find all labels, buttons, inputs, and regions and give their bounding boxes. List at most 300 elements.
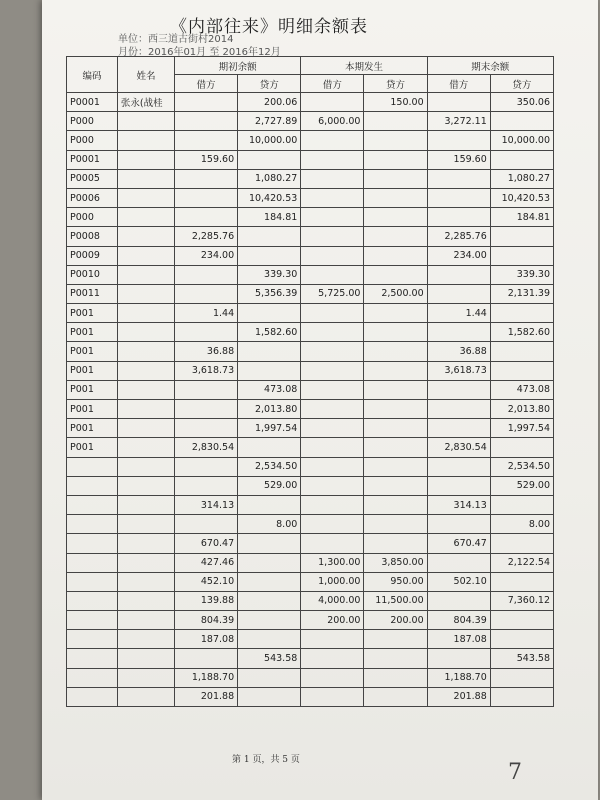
unit-line: 单位：西三道古街村2014 bbox=[118, 34, 234, 45]
table-row bbox=[67, 342, 554, 361]
table-row bbox=[67, 284, 554, 303]
cell-od bbox=[174, 112, 237, 131]
cell-ed bbox=[427, 323, 490, 342]
cell-cc: 950.00 bbox=[364, 572, 427, 591]
cell-cd bbox=[301, 400, 364, 419]
table-row bbox=[67, 515, 554, 534]
cell-ec: 1,080.27 bbox=[490, 169, 553, 188]
balance-table bbox=[66, 56, 554, 707]
cell-ec bbox=[490, 572, 553, 591]
cell-cc bbox=[364, 380, 427, 399]
cell-cc bbox=[364, 265, 427, 284]
cell-oc: 1,997.54 bbox=[238, 419, 301, 438]
cell-cc bbox=[364, 304, 427, 323]
cell-ed bbox=[427, 419, 490, 438]
cell-cc bbox=[364, 630, 427, 649]
cell-ed bbox=[427, 380, 490, 399]
cell-cc bbox=[364, 438, 427, 457]
table-row bbox=[67, 591, 554, 610]
cell-name bbox=[117, 438, 174, 457]
cell-cc bbox=[364, 131, 427, 150]
cell-code: P001 bbox=[67, 419, 118, 438]
cell-name bbox=[117, 611, 174, 630]
cell-od bbox=[174, 323, 237, 342]
cell-code bbox=[67, 553, 118, 572]
cell-oc: 5,356.39 bbox=[238, 284, 301, 303]
cell-cc bbox=[364, 687, 427, 706]
cell-cc bbox=[364, 323, 427, 342]
cell-od: 3,618.73 bbox=[174, 361, 237, 380]
cell-name bbox=[117, 515, 174, 534]
table-row bbox=[67, 630, 554, 649]
cell-name bbox=[117, 534, 174, 553]
table-row bbox=[67, 438, 554, 457]
table-row bbox=[67, 687, 554, 706]
cell-cc bbox=[364, 227, 427, 246]
header-current-credit: 贷方 bbox=[364, 75, 427, 93]
header-opening: 期初余额 bbox=[174, 57, 300, 75]
cell-name bbox=[117, 687, 174, 706]
header-closing: 期末余额 bbox=[427, 57, 553, 75]
cell-ec bbox=[490, 630, 553, 649]
table-row bbox=[67, 208, 554, 227]
cell-ec bbox=[490, 534, 553, 553]
cell-cd: 5,725.00 bbox=[301, 284, 364, 303]
cell-cd bbox=[301, 649, 364, 668]
cell-ec bbox=[490, 112, 553, 131]
cell-ec: 473.08 bbox=[490, 380, 553, 399]
cell-ed bbox=[427, 476, 490, 495]
cell-ed: 159.60 bbox=[427, 150, 490, 169]
cell-oc bbox=[238, 227, 301, 246]
table-body bbox=[67, 93, 554, 707]
cell-code bbox=[67, 668, 118, 687]
cell-ed bbox=[427, 515, 490, 534]
cell-oc bbox=[238, 438, 301, 457]
table-row bbox=[67, 304, 554, 323]
cell-ed bbox=[427, 591, 490, 610]
cell-ed bbox=[427, 188, 490, 207]
cell-cd bbox=[301, 687, 364, 706]
cell-ec: 184.81 bbox=[490, 208, 553, 227]
cell-ed: 670.47 bbox=[427, 534, 490, 553]
cell-code: P001 bbox=[67, 380, 118, 399]
cell-cc bbox=[364, 112, 427, 131]
cell-name bbox=[117, 649, 174, 668]
cell-code: P0006 bbox=[67, 188, 118, 207]
cell-oc bbox=[238, 572, 301, 591]
cell-ec: 2,534.50 bbox=[490, 457, 553, 476]
cell-name bbox=[117, 457, 174, 476]
cell-ed: 36.88 bbox=[427, 342, 490, 361]
cell-oc bbox=[238, 361, 301, 380]
cell-od: 1,188.70 bbox=[174, 668, 237, 687]
cell-od bbox=[174, 419, 237, 438]
header-name: 姓名 bbox=[117, 57, 174, 93]
cell-code: P001 bbox=[67, 342, 118, 361]
cell-ec: 339.30 bbox=[490, 265, 553, 284]
cell-oc bbox=[238, 553, 301, 572]
cell-code bbox=[67, 687, 118, 706]
cell-ed: 201.88 bbox=[427, 687, 490, 706]
table-row bbox=[67, 246, 554, 265]
table-row bbox=[67, 419, 554, 438]
cell-cc bbox=[364, 246, 427, 265]
cell-cd bbox=[301, 227, 364, 246]
cell-oc bbox=[238, 246, 301, 265]
cell-name bbox=[117, 131, 174, 150]
cell-cc bbox=[364, 515, 427, 534]
cell-ec: 350.06 bbox=[490, 93, 553, 112]
cell-oc: 339.30 bbox=[238, 265, 301, 284]
table-row bbox=[67, 150, 554, 169]
cell-ed: 3,618.73 bbox=[427, 361, 490, 380]
cell-ed bbox=[427, 265, 490, 284]
cell-cc: 2,500.00 bbox=[364, 284, 427, 303]
cell-ec bbox=[490, 438, 553, 457]
table-row bbox=[67, 668, 554, 687]
cell-ed bbox=[427, 457, 490, 476]
cell-code: P0001 bbox=[67, 150, 118, 169]
cell-cd bbox=[301, 188, 364, 207]
cell-ec bbox=[490, 668, 553, 687]
cell-cc bbox=[364, 457, 427, 476]
cell-cc bbox=[364, 169, 427, 188]
cell-oc bbox=[238, 611, 301, 630]
header-row-1 bbox=[67, 57, 554, 75]
table-row bbox=[67, 131, 554, 150]
cell-cd bbox=[301, 246, 364, 265]
cell-cc: 3,850.00 bbox=[364, 553, 427, 572]
cell-oc bbox=[238, 630, 301, 649]
cell-cd bbox=[301, 342, 364, 361]
cell-name bbox=[117, 208, 174, 227]
table-row bbox=[67, 112, 554, 131]
cell-name: 张永(战桂 bbox=[117, 93, 174, 112]
cell-ec bbox=[490, 687, 553, 706]
cell-ec bbox=[490, 342, 553, 361]
table-row bbox=[67, 188, 554, 207]
cell-ec bbox=[490, 611, 553, 630]
cell-cc bbox=[364, 208, 427, 227]
table-row bbox=[67, 611, 554, 630]
cell-ec: 7,360.12 bbox=[490, 591, 553, 610]
cell-ec: 10,420.53 bbox=[490, 188, 553, 207]
cell-name bbox=[117, 380, 174, 399]
cell-ed: 804.39 bbox=[427, 611, 490, 630]
table-row bbox=[67, 361, 554, 380]
cell-code bbox=[67, 572, 118, 591]
cell-code: P0001 bbox=[67, 93, 118, 112]
cell-oc: 10,000.00 bbox=[238, 131, 301, 150]
table-row bbox=[67, 400, 554, 419]
cell-cd: 4,000.00 bbox=[301, 591, 364, 610]
table-row bbox=[67, 265, 554, 284]
cell-ec: 1,997.54 bbox=[490, 419, 553, 438]
cell-od: 2,285.76 bbox=[174, 227, 237, 246]
cell-ed bbox=[427, 649, 490, 668]
cell-ec bbox=[490, 150, 553, 169]
cell-code: P0009 bbox=[67, 246, 118, 265]
cell-cd bbox=[301, 515, 364, 534]
table-row bbox=[67, 572, 554, 591]
cell-code: P0008 bbox=[67, 227, 118, 246]
cell-oc: 1,080.27 bbox=[238, 169, 301, 188]
cell-cd bbox=[301, 361, 364, 380]
cell-od: 187.08 bbox=[174, 630, 237, 649]
header-current: 本期发生 bbox=[301, 57, 427, 75]
cell-cc bbox=[364, 400, 427, 419]
cell-cd bbox=[301, 208, 364, 227]
cell-code bbox=[67, 515, 118, 534]
cell-ed bbox=[427, 208, 490, 227]
cell-ed bbox=[427, 284, 490, 303]
cell-cd bbox=[301, 495, 364, 514]
cell-od bbox=[174, 131, 237, 150]
header-closing-debit: 借方 bbox=[427, 75, 490, 93]
cell-name bbox=[117, 188, 174, 207]
cell-cc bbox=[364, 495, 427, 514]
cell-ec: 10,000.00 bbox=[490, 131, 553, 150]
cell-oc: 529.00 bbox=[238, 476, 301, 495]
cell-oc: 543.58 bbox=[238, 649, 301, 668]
cell-code: P000 bbox=[67, 131, 118, 150]
table-row bbox=[67, 93, 554, 112]
cell-od: 201.88 bbox=[174, 687, 237, 706]
cell-cd bbox=[301, 150, 364, 169]
cell-oc bbox=[238, 591, 301, 610]
cell-code bbox=[67, 611, 118, 630]
cell-cd: 1,000.00 bbox=[301, 572, 364, 591]
cell-cc bbox=[364, 668, 427, 687]
cell-name bbox=[117, 246, 174, 265]
cell-oc bbox=[238, 150, 301, 169]
cell-cd bbox=[301, 93, 364, 112]
cell-cd bbox=[301, 534, 364, 553]
cell-ec bbox=[490, 495, 553, 514]
table-row bbox=[67, 495, 554, 514]
cell-ed: 2,285.76 bbox=[427, 227, 490, 246]
cell-cd bbox=[301, 169, 364, 188]
cell-od bbox=[174, 169, 237, 188]
cell-ec: 2,013.80 bbox=[490, 400, 553, 419]
cell-cd: 200.00 bbox=[301, 611, 364, 630]
cell-cc bbox=[364, 419, 427, 438]
cell-ed bbox=[427, 131, 490, 150]
cell-cc bbox=[364, 342, 427, 361]
cell-ec bbox=[490, 304, 553, 323]
cell-cd bbox=[301, 438, 364, 457]
cell-name bbox=[117, 572, 174, 591]
cell-ec: 529.00 bbox=[490, 476, 553, 495]
cell-od: 139.88 bbox=[174, 591, 237, 610]
cell-cc bbox=[364, 649, 427, 668]
cell-od: 314.13 bbox=[174, 495, 237, 514]
page-footer: 第 1 页，共 5 页 bbox=[232, 755, 300, 765]
cell-oc: 200.06 bbox=[238, 93, 301, 112]
cell-code bbox=[67, 534, 118, 553]
cell-ed bbox=[427, 400, 490, 419]
cell-cc: 200.00 bbox=[364, 611, 427, 630]
cell-code bbox=[67, 649, 118, 668]
cell-cc bbox=[364, 361, 427, 380]
cell-name bbox=[117, 419, 174, 438]
cell-code: P000 bbox=[67, 208, 118, 227]
cell-cd bbox=[301, 304, 364, 323]
cell-name bbox=[117, 169, 174, 188]
cell-ed bbox=[427, 553, 490, 572]
cell-name bbox=[117, 476, 174, 495]
table-row bbox=[67, 323, 554, 342]
header-opening-credit: 贷方 bbox=[238, 75, 301, 93]
cell-cc bbox=[364, 534, 427, 553]
cell-ed bbox=[427, 93, 490, 112]
table-row bbox=[67, 457, 554, 476]
cell-ed: 1.44 bbox=[427, 304, 490, 323]
cell-od: 670.47 bbox=[174, 534, 237, 553]
cell-name bbox=[117, 323, 174, 342]
cell-od bbox=[174, 188, 237, 207]
cell-ec bbox=[490, 361, 553, 380]
cell-cd bbox=[301, 265, 364, 284]
header-opening-debit: 借方 bbox=[174, 75, 237, 93]
cell-ed: 314.13 bbox=[427, 495, 490, 514]
cell-ed: 234.00 bbox=[427, 246, 490, 265]
cell-oc bbox=[238, 304, 301, 323]
cell-code: P0005 bbox=[67, 169, 118, 188]
cell-cc bbox=[364, 150, 427, 169]
cell-ec: 2,122.54 bbox=[490, 553, 553, 572]
cell-od: 159.60 bbox=[174, 150, 237, 169]
cell-oc: 1,582.60 bbox=[238, 323, 301, 342]
cell-oc: 2,727.89 bbox=[238, 112, 301, 131]
cell-od bbox=[174, 265, 237, 284]
cell-name bbox=[117, 630, 174, 649]
cell-od: 427.46 bbox=[174, 553, 237, 572]
cell-name bbox=[117, 495, 174, 514]
cell-code: P000 bbox=[67, 112, 118, 131]
cell-od bbox=[174, 400, 237, 419]
cell-cd bbox=[301, 323, 364, 342]
cell-oc: 2,534.50 bbox=[238, 457, 301, 476]
cell-cd bbox=[301, 668, 364, 687]
cell-cd bbox=[301, 457, 364, 476]
cell-od bbox=[174, 515, 237, 534]
cell-name bbox=[117, 361, 174, 380]
cell-oc bbox=[238, 687, 301, 706]
cell-od: 36.88 bbox=[174, 342, 237, 361]
cell-code bbox=[67, 630, 118, 649]
cell-name bbox=[117, 553, 174, 572]
cell-name bbox=[117, 284, 174, 303]
cell-code: P001 bbox=[67, 323, 118, 342]
header-current-debit: 借方 bbox=[301, 75, 364, 93]
cell-cd bbox=[301, 630, 364, 649]
cell-oc bbox=[238, 534, 301, 553]
cell-ec: 2,131.39 bbox=[490, 284, 553, 303]
cell-name bbox=[117, 227, 174, 246]
cell-oc bbox=[238, 668, 301, 687]
cell-cd bbox=[301, 419, 364, 438]
cell-code bbox=[67, 591, 118, 610]
cell-ed: 187.08 bbox=[427, 630, 490, 649]
cell-oc bbox=[238, 342, 301, 361]
cell-name bbox=[117, 591, 174, 610]
cell-code bbox=[67, 476, 118, 495]
cell-oc: 10,420.53 bbox=[238, 188, 301, 207]
cell-code: P001 bbox=[67, 400, 118, 419]
cell-cc: 11,500.00 bbox=[364, 591, 427, 610]
cell-od bbox=[174, 476, 237, 495]
cell-name bbox=[117, 150, 174, 169]
page-title: 《内部往来》明细余额表 bbox=[170, 17, 368, 37]
table-row bbox=[67, 649, 554, 668]
cell-cd: 6,000.00 bbox=[301, 112, 364, 131]
cell-code: P001 bbox=[67, 438, 118, 457]
cell-name bbox=[117, 304, 174, 323]
cell-cd bbox=[301, 476, 364, 495]
cell-ec bbox=[490, 227, 553, 246]
cell-ec: 543.58 bbox=[490, 649, 553, 668]
cell-od bbox=[174, 380, 237, 399]
cell-code: P001 bbox=[67, 361, 118, 380]
cell-name bbox=[117, 112, 174, 131]
cell-od: 804.39 bbox=[174, 611, 237, 630]
cell-cd bbox=[301, 380, 364, 399]
cell-od bbox=[174, 93, 237, 112]
cell-od: 2,830.54 bbox=[174, 438, 237, 457]
cell-od: 1.44 bbox=[174, 304, 237, 323]
cell-code bbox=[67, 495, 118, 514]
cell-oc: 2,013.80 bbox=[238, 400, 301, 419]
table-row bbox=[67, 553, 554, 572]
cell-od bbox=[174, 457, 237, 476]
cell-oc: 8.00 bbox=[238, 515, 301, 534]
cell-cc bbox=[364, 188, 427, 207]
cell-cd bbox=[301, 131, 364, 150]
cell-name bbox=[117, 400, 174, 419]
cell-name bbox=[117, 265, 174, 284]
cell-name bbox=[117, 668, 174, 687]
table-row bbox=[67, 380, 554, 399]
cell-oc: 184.81 bbox=[238, 208, 301, 227]
cell-cd: 1,300.00 bbox=[301, 553, 364, 572]
cell-oc: 473.08 bbox=[238, 380, 301, 399]
cell-cc: 150.00 bbox=[364, 93, 427, 112]
table-row bbox=[67, 476, 554, 495]
cell-od: 452.10 bbox=[174, 572, 237, 591]
cell-ec: 8.00 bbox=[490, 515, 553, 534]
cell-code bbox=[67, 457, 118, 476]
cell-ec: 1,582.60 bbox=[490, 323, 553, 342]
cell-ed: 2,830.54 bbox=[427, 438, 490, 457]
header-closing-credit: 贷方 bbox=[490, 75, 553, 93]
cell-ec bbox=[490, 246, 553, 265]
cell-ed bbox=[427, 169, 490, 188]
cell-code: P0010 bbox=[67, 265, 118, 284]
cell-od bbox=[174, 649, 237, 668]
cell-name bbox=[117, 342, 174, 361]
handwritten-mark: 7 bbox=[508, 760, 522, 785]
table-row bbox=[67, 534, 554, 553]
header-code: 编码 bbox=[67, 57, 118, 93]
cell-od bbox=[174, 208, 237, 227]
cell-od bbox=[174, 284, 237, 303]
cell-code: P001 bbox=[67, 304, 118, 323]
cell-ed: 1,188.70 bbox=[427, 668, 490, 687]
table-row bbox=[67, 169, 554, 188]
cell-oc bbox=[238, 495, 301, 514]
